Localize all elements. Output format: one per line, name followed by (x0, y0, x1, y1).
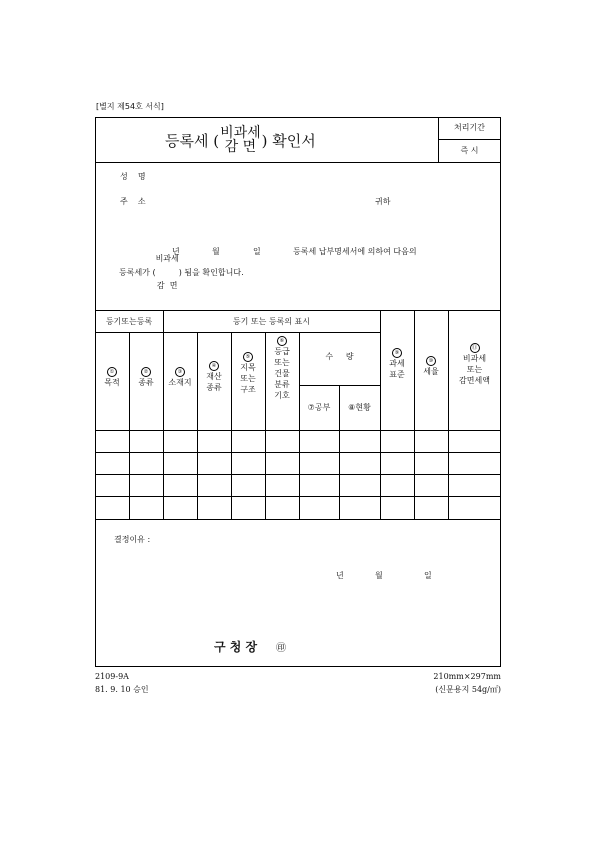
title-bottom: 감 면 (224, 139, 257, 155)
col-rate-label: 세율 (423, 367, 439, 376)
data-row-line-1 (95, 430, 501, 431)
col-grade-a: 등급 (274, 347, 290, 356)
statement-line2 (119, 254, 244, 290)
col-structure-number: ⑤ (243, 352, 253, 362)
group-reg-header: 등기또는등록 (105, 317, 153, 326)
statement-line1: 등록세 납부명세서에 의하여 다음의 (293, 247, 417, 256)
col-property-header (197, 360, 231, 393)
col-rate-header (414, 355, 448, 377)
address-label: 주 소 (120, 197, 146, 206)
footer-paper: (신문용지 54g/㎡) (435, 685, 501, 694)
col-structure-a: 지목 (240, 363, 256, 372)
col-line-1 (129, 332, 130, 519)
statement-line2-end: ) 됨을 확인합니다. (178, 267, 244, 277)
col-grade-b: 또는 (274, 358, 290, 367)
col-line-9 (414, 310, 415, 519)
col-structure-c: 구조 (240, 385, 256, 394)
col-purpose-number: ① (107, 367, 117, 377)
table-bottom-line (95, 519, 501, 520)
title-right: ) 확인서 (261, 131, 316, 150)
processing-label: 처리기간 (454, 123, 485, 132)
name-label: 성 명 (120, 172, 146, 181)
col-line-8 (380, 310, 381, 519)
col-taxbase-b: 표준 (389, 370, 405, 379)
statement-line2-start: 등록세가 ( (119, 267, 156, 277)
form-number: [별지 제54호 서식] (96, 102, 164, 111)
official-seal: ㊞ (276, 643, 286, 654)
col-rate-number: ⑩ (426, 356, 436, 366)
form-title (165, 124, 316, 156)
col-taxbase-number: ⑨ (392, 348, 402, 358)
data-row-line-2 (95, 452, 501, 453)
col-property-b: 종류 (206, 383, 222, 392)
col-exempt-c: 감면세액 (459, 376, 490, 385)
table-top-line (95, 310, 501, 311)
col-line-2 (163, 310, 164, 519)
decision-reason-label: 결정이유 : (114, 535, 151, 544)
processing-value: 즉 시 (460, 146, 479, 155)
footer-code: 2109-9A (95, 672, 129, 681)
col-exempt-number: ⑪ (470, 343, 480, 353)
statement-stack-bottom: 감 면 (156, 281, 178, 290)
col-grade-c: 건물 (274, 369, 290, 378)
decision-year: 년 (336, 571, 344, 580)
statement-month: 월 (212, 247, 220, 256)
col-kind-number: ② (141, 367, 151, 377)
col-property-a: 재산 (206, 372, 222, 381)
statement-day: 일 (253, 247, 261, 256)
col-kind-header (129, 366, 163, 388)
col-taxbase-a: 과세 (389, 359, 405, 368)
col-structure-b: 또는 (240, 374, 256, 383)
col-purpose-label: 목적 (104, 378, 120, 387)
title-stack (220, 126, 261, 154)
data-row-line-4 (95, 496, 501, 497)
decision-month: 월 (375, 571, 383, 580)
col-location-number: ③ (175, 367, 185, 377)
col-property-number: ④ (209, 361, 219, 371)
col-exempt-header (448, 342, 501, 386)
col-record-header: ⑦공부 (307, 403, 331, 412)
col-purpose-header (95, 366, 129, 388)
header-divider (95, 162, 501, 163)
col-location-label: 소재지 (168, 378, 192, 387)
col-kind-label: 종류 (138, 378, 154, 387)
processing-row-divider (438, 139, 501, 140)
col-actual-header: ⑧현황 (348, 403, 371, 412)
col-taxbase-header (380, 347, 414, 380)
footer-approval: 81. 9. 10 승인 (95, 685, 149, 694)
group-header-line (95, 332, 380, 333)
title-left: 등록세 ( (165, 131, 220, 150)
title-top: 비과세 (220, 125, 261, 141)
col-grade-header (265, 335, 299, 401)
col-exempt-a: 비과세 (462, 354, 487, 363)
statement-stack (156, 236, 179, 308)
group-display-header: 등기 또는 등록의 표시 (232, 317, 311, 326)
col-grade-d: 분류 (274, 380, 290, 389)
honorific: 귀하 (375, 197, 391, 206)
data-row-line-3 (95, 474, 501, 475)
official-title: 구 청 장 (214, 640, 258, 654)
footer-size: 210mm×297mm (433, 672, 501, 681)
col-grade-e: 기호 (274, 391, 290, 400)
col-grade-number: ⑥ (277, 336, 287, 346)
col-structure-header (231, 351, 265, 395)
statement-year: 년 (172, 247, 180, 256)
statement-stack-top: 비과세 (155, 254, 179, 263)
qty-header: 수 량 (325, 352, 354, 361)
decision-day: 일 (424, 571, 432, 580)
col-location-header (163, 366, 197, 388)
col-exempt-b: 또는 (466, 365, 483, 374)
